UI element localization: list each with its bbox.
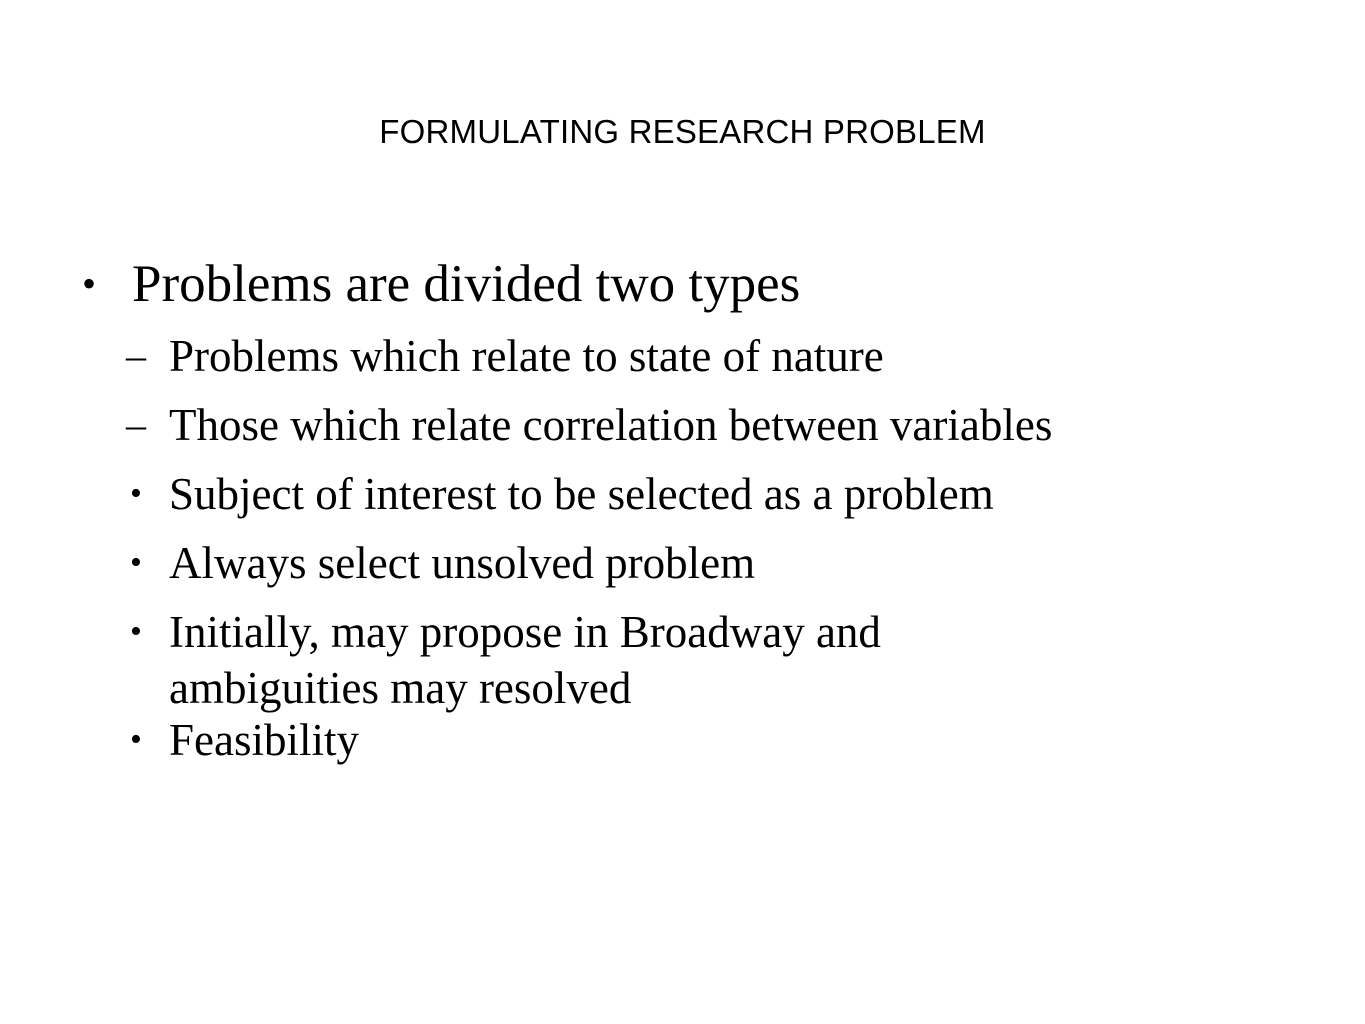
dash-marker: –: [126, 333, 146, 378]
bullet-marker: •: [130, 544, 142, 581]
bullet-marker: •: [130, 475, 142, 512]
slide-title: FORMULATING RESEARCH PROBLEM: [379, 113, 986, 150]
main-bullet-text: Problems are divided two types: [132, 255, 801, 313]
dash-marker: –: [126, 402, 146, 447]
bullet-item-text: Always select unsolved problem: [169, 538, 756, 588]
dash-item-text: Those which relate correlation between variables: [169, 400, 1053, 450]
bullet-item-text: Subject of interest to be selected as a problem: [169, 469, 994, 519]
bullet-item-text: Initially, may propose in Broadway and ambiguities may resolved: [169, 607, 881, 713]
bullet-marker: •: [130, 721, 142, 758]
bullet-marker: •: [130, 613, 142, 650]
bullet-marker: •: [82, 261, 97, 306]
bullet-item-text: Feasibility: [169, 715, 359, 765]
dash-item-text: Problems which relate to state of nature: [169, 331, 884, 381]
